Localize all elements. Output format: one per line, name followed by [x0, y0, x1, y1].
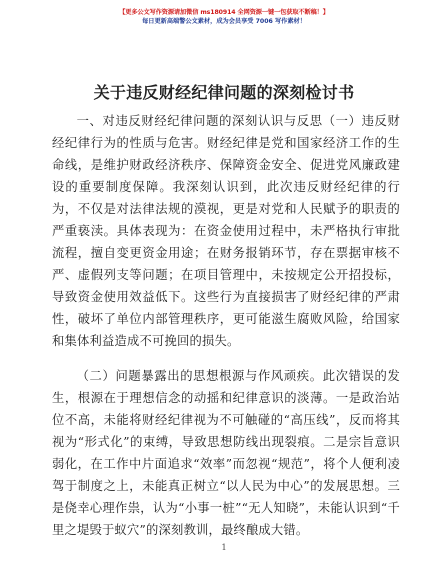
page-number: 1	[221, 543, 227, 552]
promo-banner-line1: 【更多公文写作资源请加微信 ms180914 全网资源一键一包获取不断稿！】	[119, 9, 329, 16]
promo-banner-line2: 每日更新高端警公文素材，成为会员享受 7006 写作素材！	[142, 18, 306, 25]
paragraph-2: （二）问题暴露出的思想根源与作风顽疾。此次错误的发生，根源在于理想信念的动摇和纪律意识的淡薄。一是政治站位不高，未能将财经纪律视为不可触碰的“高压线”，反而将其视为“形式化”的束缚，导致思想防线出现裂痕。二是宗旨意识弱化，在工作中片面追求“效率”而忽视“规范”，将个人便利凌驾于制度之上，未能真正树立“以人民为中心”的发展思想。三是侥幸心理作祟，认为“小事一桩”“无人知晓”，未能认识到“千里之堤毁于蚁穴”的深刻教训，最终酿成大错。	[52, 369, 400, 537]
document-body	[52, 110, 400, 554]
promo-banner	[0, 8, 448, 26]
paragraph-1: 一、对违反财经纪律问题的深刻认识与反思（一）违反财经纪律行为的性质与危害。财经纪律是党和国家经济工作的生命线，是维护财政经济秩序、保障资金安全、促进党风廉政建设的重要制度保障。我深刻认识到，此次违反财经纪律的行为，不仅是对法律法规的漠视，更是对党和人民赋予的职责的严重亵渎。具体表现为：在资金使用过程中，未严格执行审批流程，擅自变更资金用途；在财务报销环节，存在票据审核不严、虚假列支等问题；在项目管理中，未按规定公开招投标，导致资金使用效益低下。这些行为直接损害了财经纪律的严肃性，破坏了单位内部管理秩序，更可能滋生腐败风险，给国家和集体利益造成不可挽回的损失。	[52, 114, 400, 348]
document-title: 关于违反财经纪律问题的深刻检讨书	[93, 83, 355, 102]
